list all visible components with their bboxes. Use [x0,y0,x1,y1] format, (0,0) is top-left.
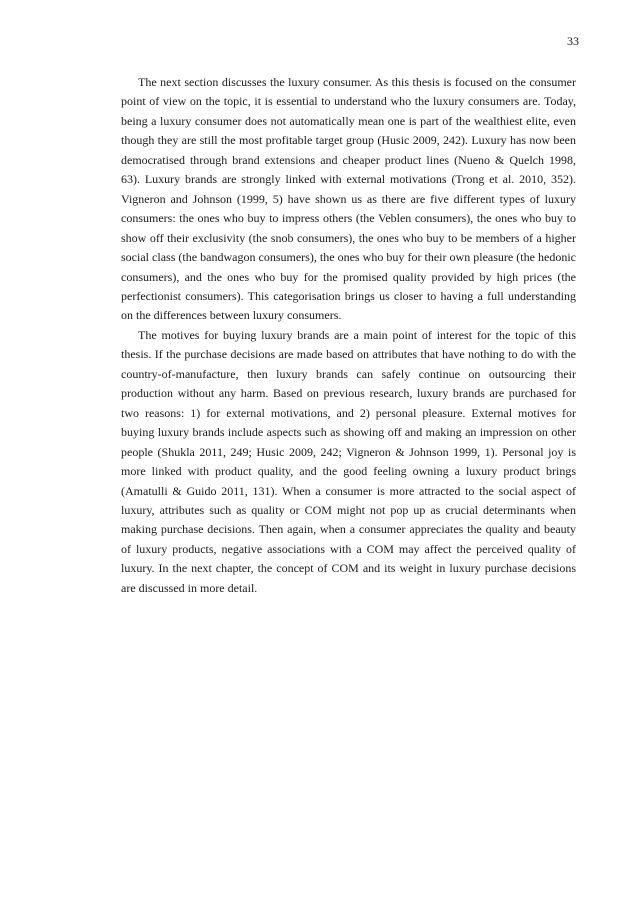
paragraph-luxury-consumer: The next section discusses the luxury consumer. As this thesis is focused on the consumer point of view on the topic, it is essential to understand who the luxury consumers are. Today, being a luxury consumer does not automatically mean one is part of the wealthiest elite, even though they are still the most profitable target group (Husic 2009, 242). Luxury has now been democratised through brand extensions and cheaper product lines (Nueno & Quelch 1998, 63). Luxury brands are strongly linked with external motivations (Trong et al. 2010, 352). Vigneron and Johnson (1999, 5) have shown us as there are five different types of luxury consumers: the ones who buy to impress others (the Veblen consumers), the ones who buy to show off their exclusivity (the snob consumers), the ones who buy to be members of a higher social class (the bandwagon consumers), the ones who buy for their own pleasure (the hedonic consumers), and the ones who buy for the promised quality provided by high prices (the perfectionist consumers). This categorisation brings us closer to having a full understanding on the differences between luxury consumers. [121,75,576,323]
paragraph-buying-motives: The motives for buying luxury brands are a main point of interest for the topic of this thesis. If the purchase decisions are made based on attributes that have nothing to do with the country-of-manufacture, then luxury brands can safely continue on outsourcing their production without any harm. Based on previous research, luxury brands are purchased for two reasons: 1) for external motivations, and 2) personal pleasure. External motives for buying luxury brands include aspects such as showing off and making an impression on other people (Shukla 2011, 249; Husic 2009, 242; Vigneron & Johnson 1999, 1). Personal joy is more linked with product quality, and the good feeling owning a luxury product brings (Amatulli & Guido 2011, 131). When a consumer is more attracted to the social aspect of luxury, attributes such as quality or COM might not pop up as crucial determinants when making purchase decisions. Then again, when a consumer appreciates the quality and beauty of luxury products, negative associations with a COM may affect the perceived quality of luxury. In the next chapter, the concept of COM and its weight in luxury purchase decisions are discussed in more detail. [121,327,576,595]
body-text [121,73,576,598]
page-number: 33 [567,34,579,48]
